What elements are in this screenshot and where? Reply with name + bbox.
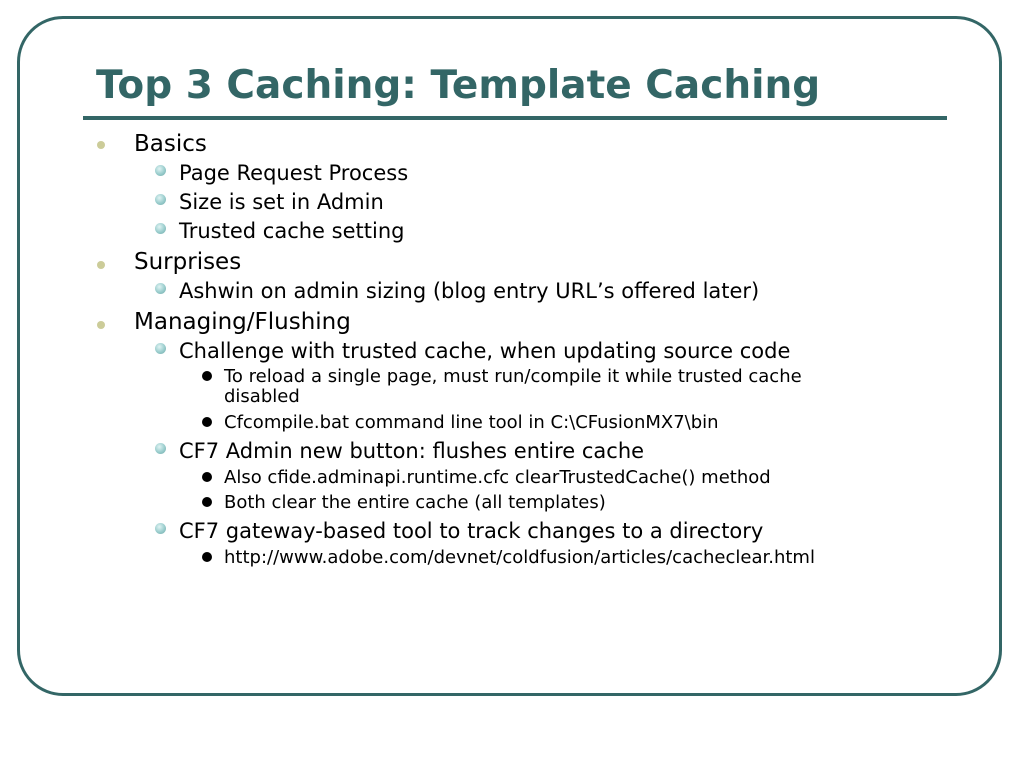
level3-bullet-icon bbox=[202, 552, 212, 562]
bullet-label: CF7 gateway-based tool to track changes to a directory bbox=[179, 519, 764, 543]
bullet-label: Size is set in Admin bbox=[179, 190, 384, 214]
level2-bullet-icon bbox=[155, 165, 166, 176]
level3-bullet-icon bbox=[202, 472, 212, 482]
level1-bullet-icon bbox=[97, 261, 105, 269]
bullet-label-line1: To reload a single page, must run/compile it while trusted cache bbox=[224, 366, 802, 387]
bullet-label: CF7 Admin new button: flushes entire cache bbox=[179, 439, 645, 463]
bullet-label: Both clear the entire cache (all templates) bbox=[224, 492, 606, 513]
level2-bullet-icon bbox=[155, 223, 166, 234]
level1-bullet-icon bbox=[97, 321, 105, 329]
bullet-label: Page Request Process bbox=[179, 161, 409, 185]
level1-bullet-icon bbox=[97, 141, 105, 149]
level2-bullet-icon bbox=[155, 283, 166, 294]
url-link[interactable]: http://www.adobe.com/devnet/coldfusion/articles/cacheclear.html bbox=[224, 547, 815, 568]
level3-bullet-icon bbox=[202, 371, 212, 381]
level2-bullet-icon bbox=[155, 194, 166, 205]
level3-bullet-icon bbox=[202, 417, 212, 427]
bullet-label: Basics bbox=[134, 131, 207, 157]
bullet-label: Managing/Flushing bbox=[134, 309, 351, 335]
level3-bullet-icon bbox=[202, 497, 212, 507]
bullet-label: Challenge with trusted cache, when updating source code bbox=[179, 339, 791, 363]
bullet-label bbox=[224, 367, 802, 407]
bullet-label: Cfcompile.bat command line tool in C:\CFusionMX7\bin bbox=[224, 412, 719, 433]
slide-title: Top 3 Caching: Template Caching bbox=[96, 63, 821, 108]
level2-bullet-icon bbox=[155, 523, 166, 534]
level2-bullet-icon bbox=[155, 443, 166, 454]
bullet-label: Surprises bbox=[134, 249, 242, 275]
level2-bullet-icon bbox=[155, 343, 166, 354]
bullet-label: Ashwin on admin sizing (blog entry URL’s offered later) bbox=[179, 279, 760, 303]
bullet-label-line2: disabled bbox=[224, 386, 300, 407]
bullet-label: Trusted cache setting bbox=[179, 219, 405, 243]
bullet-label: Also cfide.adminapi.runtime.cfc clearTrustedCache() method bbox=[224, 467, 771, 488]
